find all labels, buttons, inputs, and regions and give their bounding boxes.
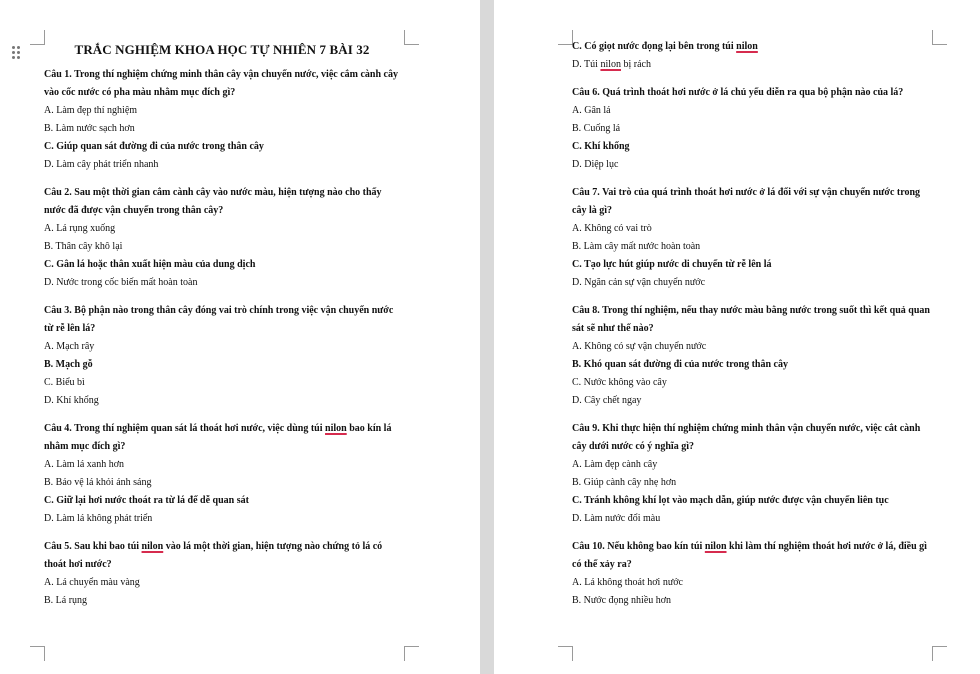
q10-option-a: A. Lá không thoát hơi nước: [572, 577, 683, 588]
question-7: Câu 7. Vai trò của quá trình thoát hơi nước ở lá đối với sự vận chuyển nước trong cây là gì?: [572, 187, 921, 216]
crop-mark-bottom-left: [30, 646, 45, 661]
q4-text-pre: Câu 4. Trong thí nghiệm quan sát lá thoát hơi nước, việc dùng túi: [44, 423, 326, 434]
q4-option-d: D. Làm lá không phát triển: [44, 513, 153, 524]
q8-option-a: A. Không có sự vận chuyển nước: [572, 341, 707, 352]
crop-mark-top-right: [404, 30, 419, 45]
document-title: TRẮC NGHIỆM KHOA HỌC TỰ NHIÊN 7 BÀI 32: [74, 42, 370, 57]
q3-option-d: D. Khí khổng: [44, 395, 99, 406]
q5-option-d-post: bị rách: [621, 59, 651, 70]
q7-option-b: B. Làm cây mất nước hoàn toàn: [572, 241, 701, 252]
question-6: Câu 6. Quá trình thoát hơi nước ở lá chủ yếu diễn ra qua bộ phận nào của lá?: [572, 87, 904, 98]
spellcheck-word[interactable]: nilon: [704, 541, 727, 552]
question-2: Câu 2. Sau một thời gian cắm cành cây vào nước màu, hiện tượng nào cho thấy nước đã được vận chuyển trong thân cây?: [44, 187, 382, 216]
crop-mark-top-left-right-page: [558, 30, 573, 45]
q5-option-d-pre: D. Túi: [572, 59, 601, 70]
q5-option-a: A. Lá chuyển màu vàng: [44, 577, 140, 588]
spellcheck-word[interactable]: nilon: [141, 541, 164, 552]
question-1: Câu 1. Trong thí nghiệm chứng minh thân cây vận chuyển nước, việc cắm cành cây vào cốc nước có pha màu nhằm mục đích gì?: [44, 69, 398, 98]
question-8: Câu 8. Trong thí nghiệm, nếu thay nước màu bằng nước trong suốt thì kết quả quan sát sẽ như thế nào?: [572, 305, 930, 334]
q6-option-d: D. Diệp lục: [572, 159, 619, 170]
q6-option-a: A. Gân lá: [572, 105, 611, 116]
q5-text-pre: Câu 5. Sau khi bao túi: [44, 541, 142, 552]
q5-option-c: [572, 38, 930, 56]
q2-option-b: B. Thân cây khô lại: [44, 241, 123, 252]
question-5: [44, 538, 400, 574]
q10-text-pre: Câu 10. Nếu không bao kín túi: [572, 541, 705, 552]
q3-option-b: B. Mạch gỗ: [44, 359, 93, 370]
q6-option-c: C. Khí khổng: [572, 141, 630, 152]
spellcheck-word[interactable]: nilon: [325, 423, 347, 434]
q4-option-a: A. Làm lá xanh hơn: [44, 459, 124, 470]
question-9: Câu 9. Khi thực hiện thí nghiệm chứng minh thân vận chuyển nước, việc cắt cành cây dưới nước có ý nghĩa gì?: [572, 423, 921, 452]
question-3: Câu 3. Bộ phận nào trong thân cây đóng vai trò chính trong việc vận chuyển nước từ rễ lên lá?: [44, 305, 394, 334]
question-10: [572, 538, 930, 574]
q3-option-a: A. Mạch rây: [44, 341, 95, 352]
q5-option-c-text: C. Có giọt nước đọng lại bên trong túi: [572, 41, 737, 52]
q9-option-d: D. Làm nước đổi màu: [572, 513, 661, 524]
q9-option-a: A. Làm đẹp cành cây: [572, 459, 658, 470]
q8-option-d: D. Cây chết ngay: [572, 395, 642, 406]
q6-option-b: B. Cuống lá: [572, 123, 621, 134]
q2-option-a: A. Lá rụng xuống: [44, 223, 116, 234]
q1-option-d: D. Làm cây phát triển nhanh: [44, 159, 159, 170]
q3-option-c: C. Biểu bì: [44, 377, 85, 388]
q9-option-c: C. Tránh không khí lọt vào mạch dẫn, giúp nước được vận chuyển liên tục: [572, 495, 889, 506]
q7-option-d: D. Ngăn cản sự vận chuyển nước: [572, 277, 706, 288]
question-4: [44, 420, 400, 456]
crop-mark-bottom-right-right-page: [932, 646, 947, 661]
crop-mark-top-left: [30, 30, 45, 45]
q2-option-d: D. Nước trong cốc biến mất hoàn toàn: [44, 277, 198, 288]
q10-option-b: B. Nước đọng nhiều hơn: [572, 595, 672, 606]
q7-option-c: C. Tạo lực hút giúp nước di chuyển từ rễ lên lá: [572, 259, 772, 270]
q4-option-c: C. Giữ lại hơi nước thoát ra từ lá để dễ quan sát: [44, 495, 249, 506]
q8-option-c: C. Nước không vào cây: [572, 377, 667, 388]
q10-text-post: khi làm thí nghiệm thoát hơi nước ở lá, điều gì có thể xảy ra?: [572, 541, 927, 570]
q8-option-b: B. Khó quan sát đường đi của nước trong thân cây: [572, 359, 788, 370]
crop-mark-bottom-right: [404, 646, 419, 661]
drag-handle-icon[interactable]: [12, 46, 20, 60]
right-page-content: [572, 38, 930, 610]
q1-option-a: A. Làm đẹp thí nghiệm: [44, 105, 138, 116]
left-page-content: [44, 38, 400, 610]
q5-option-d: [572, 56, 930, 74]
q5-option-b: B. Lá rụng: [44, 595, 88, 606]
q5-text-post: vào lá một thời gian, hiện tượng nào chứng tỏ lá có thoát hơi nước?: [44, 541, 383, 570]
q2-option-c: C. Gân lá hoặc thân xuất hiện màu của dung dịch: [44, 259, 256, 270]
q4-text-post: bao kín lá nhằm mục đích gì?: [44, 423, 392, 452]
crop-mark-bottom-left-right-page: [558, 646, 573, 661]
q4-option-b: B. Bảo vệ lá khỏi ánh sáng: [44, 477, 152, 488]
q9-option-b: B. Giúp cành cây nhẹ hơn: [572, 477, 677, 488]
q7-option-a: A. Không có vai trò: [572, 223, 652, 234]
q1-option-c: C. Giúp quan sát đường đi của nước trong thân cây: [44, 141, 264, 152]
spellcheck-word[interactable]: nilon: [736, 41, 758, 52]
page-gap: [480, 0, 494, 674]
crop-mark-top-right-right-page: [932, 30, 947, 45]
spellcheck-word[interactable]: nilon: [600, 59, 621, 70]
q1-option-b: B. Làm nước sạch hơn: [44, 123, 135, 134]
